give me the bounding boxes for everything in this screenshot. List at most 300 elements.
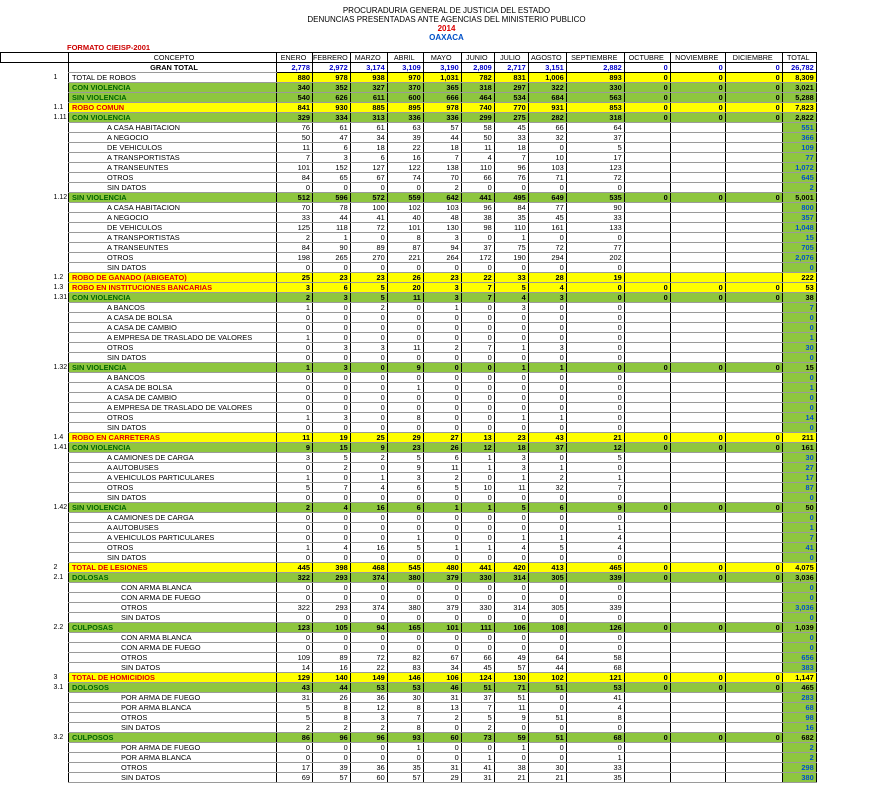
table-row [1,213,817,223]
table-header-row [1,53,817,63]
cell-septiembre: 33 [566,213,624,223]
cell-octubre [624,773,670,783]
cell-diciembre [725,203,782,213]
cell-total: 2,822 [782,113,816,123]
cell-octubre [624,153,670,163]
cell-marzo: 12 [350,703,387,713]
row-code: 1.3 [53,284,64,291]
cell-septiembre: 17 [566,153,624,163]
cell-mayo: 1 [423,543,461,553]
cell-marzo: 18 [350,143,387,153]
cell-mayo: 5 [423,483,461,493]
row-label: OTROS [69,413,277,423]
cell-julio: 0 [494,493,528,503]
row-label: OTROS [69,173,277,183]
cell-noviembre [670,493,725,503]
cell-diciembre [725,773,782,783]
cell-marzo: 0 [350,743,387,753]
cell-noviembre [670,213,725,223]
cell-enero: 0 [277,753,313,763]
cell-julio: 3 [494,453,528,463]
cell-mayo: 0 [423,583,461,593]
cell-diciembre [725,343,782,353]
cell-febrero: 0 [313,493,351,503]
cell-marzo: 0 [350,753,387,763]
cell-marzo: 6 [350,153,387,163]
cell-septiembre: 0 [566,263,624,273]
table-row [1,253,817,263]
cell-total: 682 [782,733,816,743]
cell-junio: 12 [461,443,494,453]
column-header: MAYO [423,53,461,63]
cell-junio: 0 [461,303,494,313]
cell-total: 298 [782,763,816,773]
cell-total: 465 [782,683,816,693]
cell-febrero: 3 [313,413,351,423]
cell-total: 3,036 [782,603,816,613]
cell-total: 0 [782,393,816,403]
cell-diciembre [725,263,782,273]
cell-octubre [624,763,670,773]
row-code: 1.4 [53,434,64,441]
cell-noviembre [670,613,725,623]
row-label: ROBO EN INSTITUCIONES BANCARIAS [69,283,277,293]
cell-mayo: 0 [423,613,461,623]
cell-febrero: 96 [313,733,351,743]
cell-octubre [624,693,670,703]
column-header: FEBRERO [313,53,351,63]
table-row [1,323,817,333]
cell-febrero: 0 [313,333,351,343]
cell-noviembre: 0 [670,83,725,93]
cell-enero: 84 [277,173,313,183]
cell-octubre [624,393,670,403]
cell-febrero: 978 [313,73,351,83]
cell-octubre [624,223,670,233]
cell-abril: 23 [387,443,423,453]
cell-agosto: 2 [528,473,566,483]
cell-abril: 970 [387,73,423,83]
cell-marzo: 374 [350,573,387,583]
cell-mayo: 106 [423,673,461,683]
cell-febrero: 44 [313,683,351,693]
cell-mayo: 2 [423,473,461,483]
cell-marzo: 327 [350,83,387,93]
cell-noviembre [670,393,725,403]
cell-enero: 86 [277,733,313,743]
cell-julio: 106 [494,623,528,633]
cell-enero: 50 [277,133,313,143]
cell-octubre: 0 [624,103,670,113]
cell-abril: 0 [387,333,423,343]
table-row [1,373,817,383]
cell-octubre: 0 [624,623,670,633]
cell-noviembre [670,133,725,143]
row-label: POR ARMA DE FUEGO [69,693,277,703]
row-label: ROBO DE GANADO (ABIGEATO) [69,273,277,283]
cell-noviembre [670,743,725,753]
cell-mayo: 1 [423,303,461,313]
row-code [1,203,69,213]
cell-septiembre: 5 [566,453,624,463]
cell-noviembre: 0 [670,363,725,373]
cell-abril: 380 [387,573,423,583]
cell-septiembre: 1 [566,753,624,763]
cell-agosto: 0 [528,753,566,763]
cell-septiembre: 0 [566,613,624,623]
cell-mayo: 48 [423,213,461,223]
cell-marzo: 67 [350,173,387,183]
row-label: A VEHICULOS PARTICULARES [69,473,277,483]
cell-mayo: 101 [423,623,461,633]
table-row [1,103,817,113]
format-label: FORMATO CIEISP-2001 [67,43,151,52]
cell-diciembre: 0 [725,283,782,293]
cell-noviembre [670,253,725,263]
cell-agosto: 21 [528,773,566,783]
cell-total: 645 [782,173,816,183]
cell-junio: 50 [461,133,494,143]
cell-junio: 0 [461,373,494,383]
cell-julio: 4 [494,543,528,553]
cell-total: 30 [782,343,816,353]
table-row [1,293,817,303]
cell-total: 4,075 [782,563,816,573]
row-code [1,333,69,343]
cell-febrero: 265 [313,253,351,263]
cell-diciembre [725,123,782,133]
cell-junio: 0 [461,423,494,433]
row-code [1,393,69,403]
cell-febrero: 105 [313,623,351,633]
cell-mayo: 264 [423,253,461,263]
cell-febrero: 152 [313,163,351,173]
cell-junio: 37 [461,693,494,703]
cell-septiembre: 53 [566,683,624,693]
cell-junio: 7 [461,703,494,713]
cell-diciembre [725,743,782,753]
cell-diciembre [725,653,782,663]
cell-julio: 33 [494,133,528,143]
cell-diciembre [725,513,782,523]
row-label: A CASA DE BOLSA [69,383,277,393]
cell-julio: 0 [494,553,528,563]
table-row [1,483,817,493]
table-row [1,713,817,723]
cell-septiembre: 0 [566,343,624,353]
cell-septiembre: 0 [566,393,624,403]
cell-mayo: 0 [423,333,461,343]
cell-julio: 1 [494,413,528,423]
row-label: CULPOSAS [69,623,277,633]
cell-octubre [624,743,670,753]
cell-junio: 782 [461,73,494,83]
cell-agosto: 0 [528,233,566,243]
cell-abril: 0 [387,353,423,363]
table-row [1,233,817,243]
cell-mayo: 29 [423,773,461,783]
cell-diciembre [725,493,782,503]
cell-abril: 221 [387,253,423,263]
cell-octubre [624,703,670,713]
row-code: 1 [53,74,58,81]
cell-septiembre: 535 [566,193,624,203]
cell-mayo: 3 [423,283,461,293]
cell-marzo: 23 [350,273,387,283]
cell-julio: 314 [494,573,528,583]
cell-octubre [624,243,670,253]
row-label: ROBO COMUN [69,103,277,113]
cell-julio: 18 [494,443,528,453]
cell-agosto: 102 [528,673,566,683]
cell-marzo: 16 [350,543,387,553]
cell-julio: 71 [494,683,528,693]
cell-enero: 0 [277,343,313,353]
row-code [1,483,69,493]
cell-enero: 322 [277,573,313,583]
cell-junio: 0 [461,553,494,563]
cell-marzo: 2 [350,303,387,313]
cell-febrero: 16 [313,663,351,673]
cell-agosto: 294 [528,253,566,263]
cell-total: 1,147 [782,673,816,683]
cell-diciembre: 0 [725,83,782,93]
row-code [1,343,69,353]
cell-mayo: 60 [423,733,461,743]
cell-agosto: 0 [528,403,566,413]
cell-noviembre [670,233,725,243]
cell-agosto: 0 [528,513,566,523]
cell-septiembre: 58 [566,653,624,663]
row-label: CON ARMA DE FUEGO [69,593,277,603]
cell-diciembre [725,233,782,243]
row-code: 3.2 [53,734,64,741]
cell-mayo: 379 [423,573,461,583]
cell-diciembre [725,163,782,173]
row-code [1,453,69,463]
cell-total: 5,001 [782,193,816,203]
cell-julio: 57 [494,663,528,673]
cell-total: 800 [782,203,816,213]
cell-total: 0 [782,593,816,603]
table-row [1,743,817,753]
cell-total: 109 [782,143,816,153]
cell-total: 222 [782,273,816,283]
cell-enero: 0 [277,373,313,383]
table-row [1,563,817,573]
cell-septiembre: 0 [566,363,624,373]
cell-diciembre [725,553,782,563]
cell-junio: 7 [461,293,494,303]
cell-total: 41 [782,543,816,553]
cell-mayo: 0 [423,593,461,603]
cell-octubre [624,323,670,333]
cell-octubre [624,303,670,313]
cell-febrero: 0 [313,393,351,403]
cell-septiembre: 9 [566,503,624,513]
cell-diciembre: 0 [725,563,782,573]
cell-noviembre [670,163,725,173]
cell-septiembre: 4 [566,703,624,713]
cell-octubre: 0 [624,683,670,693]
cell-julio: 420 [494,563,528,573]
cell-febrero: 0 [313,523,351,533]
cell-octubre: 0 [624,573,670,583]
row-label: POR ARMA DE FUEGO [69,743,277,753]
cell-octubre: 0 [624,363,670,373]
cell-septiembre: 19 [566,273,624,283]
cell-julio: 0 [494,633,528,643]
table-row [1,673,817,683]
cell-total: 380 [782,773,816,783]
cell-total: 0 [782,643,816,653]
cell-julio: 0 [494,613,528,623]
cell-total: 2,076 [782,253,816,263]
cell-total: 14 [782,413,816,423]
cell-febrero: 0 [313,373,351,383]
table-row [1,383,817,393]
cell-mayo: 0 [423,263,461,273]
cell-marzo: 0 [350,493,387,503]
cell-septiembre: 0 [566,553,624,563]
cell-marzo: 2 [350,723,387,733]
table-row [1,493,817,503]
cell-noviembre [670,653,725,663]
cell-agosto: 5 [528,543,566,553]
cell-total: 7 [782,533,816,543]
cell-noviembre [670,453,725,463]
cell-octubre: 0 [624,673,670,683]
cell-agosto: 1 [528,533,566,543]
cell-octubre [624,653,670,663]
cell-enero: 3 [277,283,313,293]
cell-febrero: 0 [313,533,351,543]
cell-mayo: 0 [423,493,461,503]
cell-mayo: 3 [423,293,461,303]
cell-febrero: 2,972 [313,63,351,73]
cell-total: 0 [782,493,816,503]
cell-mayo: 0 [423,393,461,403]
cell-junio: 41 [461,763,494,773]
cell-mayo: 0 [423,753,461,763]
cell-enero: 0 [277,353,313,363]
row-label: CON VIOLENCIA [69,113,277,123]
cell-noviembre [670,523,725,533]
cell-abril: 101 [387,223,423,233]
cell-octubre [624,493,670,503]
cell-total: 283 [782,693,816,703]
cell-junio: 38 [461,213,494,223]
cell-abril: 0 [387,593,423,603]
cell-mayo: 0 [423,633,461,643]
row-code [1,383,69,393]
cell-febrero: 8 [313,713,351,723]
cell-octubre [624,643,670,653]
cell-octubre [624,603,670,613]
cell-agosto: 0 [528,333,566,343]
cell-total: 87 [782,483,816,493]
cell-total: 1,048 [782,223,816,233]
cell-septiembre: 0 [566,333,624,343]
cell-febrero: 596 [313,193,351,203]
cell-abril: 40 [387,213,423,223]
row-label: CON VIOLENCIA [69,443,277,453]
cell-diciembre [725,313,782,323]
cell-total: 50 [782,503,816,513]
cell-enero: 1 [277,303,313,313]
cell-enero: 31 [277,693,313,703]
cell-febrero: 398 [313,563,351,573]
row-code [1,633,69,643]
cell-agosto: 10 [528,153,566,163]
cell-febrero: 0 [313,263,351,273]
cell-abril: 559 [387,193,423,203]
cell-julio: 495 [494,193,528,203]
cell-octubre: 0 [624,293,670,303]
cell-octubre [624,543,670,553]
cell-septiembre: 0 [566,323,624,333]
table-row [1,283,817,293]
cell-diciembre [725,143,782,153]
cell-junio: 318 [461,83,494,93]
row-code [1,263,69,273]
row-code [1,373,69,383]
cell-noviembre: 0 [670,73,725,83]
cell-diciembre: 0 [725,93,782,103]
cell-septiembre: 0 [566,643,624,653]
cell-septiembre: 35 [566,773,624,783]
table-row [1,753,817,763]
cell-marzo: 270 [350,253,387,263]
cell-abril: 3 [387,473,423,483]
cell-abril: 0 [387,263,423,273]
cell-junio: 441 [461,193,494,203]
cell-octubre [624,753,670,763]
cell-febrero: 0 [313,613,351,623]
cell-marzo: 0 [350,533,387,543]
column-header: TOTAL [782,53,816,63]
cell-total: 0 [782,513,816,523]
cell-agosto: 1,006 [528,73,566,83]
cell-julio: 23 [494,433,528,443]
cell-agosto: 51 [528,733,566,743]
cell-mayo: 0 [423,553,461,563]
cell-abril: 35 [387,763,423,773]
cell-agosto: 0 [528,453,566,463]
cell-mayo: 336 [423,113,461,123]
cell-junio: 0 [461,333,494,343]
row-code [1,773,69,783]
table-row [1,73,817,83]
cell-abril: 29 [387,433,423,443]
row-code [1,493,69,503]
cell-total: 0 [782,583,816,593]
table-row [1,223,817,233]
cell-julio: 0 [494,403,528,413]
cell-junio: 0 [461,593,494,603]
cell-total: 3,036 [782,573,816,583]
cell-junio: 11 [461,143,494,153]
cell-marzo: 60 [350,773,387,783]
cell-enero: 17 [277,763,313,773]
cell-enero: 11 [277,143,313,153]
cell-diciembre [725,583,782,593]
cell-noviembre: 0 [670,193,725,203]
cell-junio: 10 [461,483,494,493]
cell-total: 7 [782,303,816,313]
cell-julio: 1 [494,473,528,483]
cell-marzo: 2 [350,453,387,463]
